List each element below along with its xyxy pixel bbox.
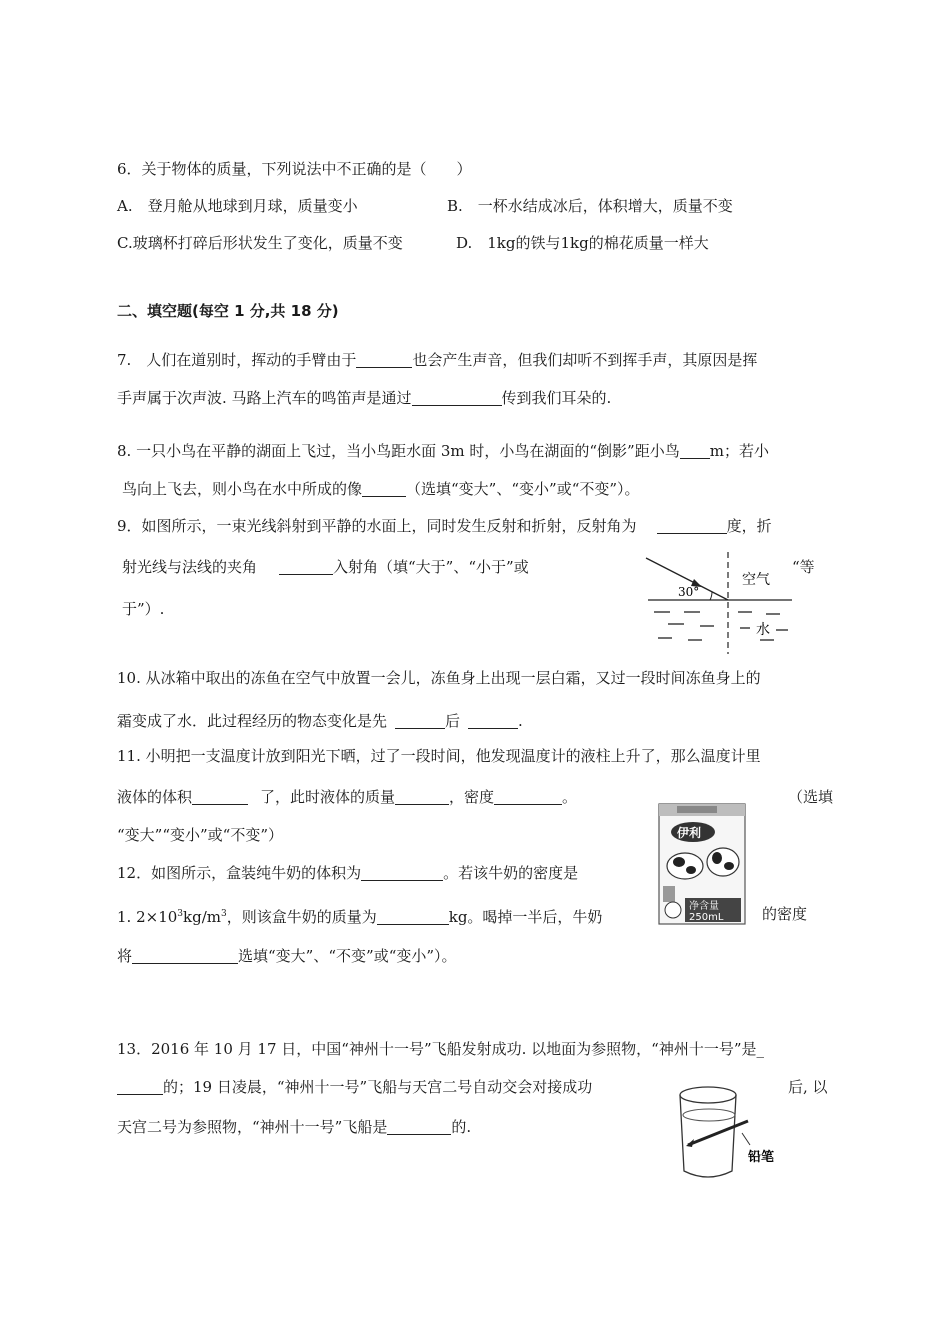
q13-blank-1[interactable] xyxy=(117,1078,163,1095)
q7-text: 7. 人们在道别时，挥动的手臂由于 xyxy=(117,351,357,369)
q11-text: 了，此时液体的质量 xyxy=(260,788,396,806)
brand-label: 伊利 xyxy=(677,826,702,840)
q7-text: 也会产生声音，但我们却听不到挥手声，其原因是挥 xyxy=(412,351,758,369)
q12-text: 将 xyxy=(117,947,133,965)
q9-line1 xyxy=(117,515,772,537)
q9-text: 度，折 xyxy=(726,517,772,535)
q12-text: ，则该盒牛奶的质量为 xyxy=(226,908,377,926)
q11-text: 液体的体积 xyxy=(117,788,193,806)
angle-label: 30° xyxy=(678,585,700,599)
q7-blank-1[interactable] xyxy=(356,351,412,368)
q10-line1: 10. 从冰箱中取出的冻鱼在空气中放置一会儿，冻鱼身上出现一层白霜，又过一段时间冻鱼身上的 xyxy=(117,669,761,687)
q11-line1: 11. 小明把一支温度计放到阳光下晒，过了一段时间，他发现温度计的液柱上升了，那么温度计里 xyxy=(117,747,761,765)
q6-option-b: B. 一杯水结成冰后，体积增大，质量不变 xyxy=(447,197,733,215)
q8-text: 鸟向上飞去，则小鸟在水中所成的像 xyxy=(122,480,363,498)
q11-line2-tail: （选填 xyxy=(788,788,834,806)
q13-line2 xyxy=(117,1076,592,1098)
q12-blank-2[interactable] xyxy=(377,908,449,925)
q7-text: 传到我们耳朵的. xyxy=(501,389,612,407)
q12-text: kg/m xyxy=(183,908,221,926)
q9-text: 入射角（填“大于”、“小于”或 xyxy=(333,558,529,576)
water-line xyxy=(683,1109,735,1121)
q12-text: 选填“变大”、“不变”或“变小”）。 xyxy=(238,947,457,965)
q12-blank-3[interactable] xyxy=(132,947,238,964)
q12-line1 xyxy=(117,862,578,884)
q13-blank-2[interactable] xyxy=(387,1118,451,1135)
q8-text: m；若小 xyxy=(709,442,769,460)
q12-line2-tail: 的密度 xyxy=(762,905,808,923)
air-label: 空气 xyxy=(742,572,770,588)
q12-text: kg。喝掉一半后，牛奶 xyxy=(448,908,603,926)
glass-rim xyxy=(680,1087,736,1103)
label-pointer xyxy=(742,1133,750,1145)
q12-exp: 3 xyxy=(177,909,184,919)
angle-arc xyxy=(710,592,712,600)
q12-line3 xyxy=(117,945,457,967)
q12-text: 1. 2×10 xyxy=(117,908,178,926)
q13-text: 天宫二号为参照物，“神州十一号”飞船是 xyxy=(117,1118,388,1136)
q8-blank-1[interactable] xyxy=(680,442,710,459)
q11-line3: “变大”“变小”或“不变”） xyxy=(117,826,284,844)
q8-line1 xyxy=(117,440,769,462)
q9-text: 9．如图所示，一束光线斜射到平静的水面上，同时发生反射和折射，反射角为 xyxy=(117,517,637,535)
q8-text: 8. 一只小鸟在平静的湖面上飞过，当小鸟距水面 3m 时，小鸟在湖面的“倒影”距小鸟 xyxy=(117,442,680,460)
q13-text: 的. xyxy=(451,1118,472,1136)
q7-blank-2[interactable] xyxy=(412,389,502,406)
q6-option-d: D. 1kg的铁与1kg的棉花质量一样大 xyxy=(456,234,709,252)
seal-icon xyxy=(665,902,681,918)
q9-line3: 于”）. xyxy=(122,600,165,618)
q10-blank-1[interactable] xyxy=(395,712,445,729)
q13-line2-tail: 后, 以 xyxy=(788,1078,828,1096)
q11-text: ，密度 xyxy=(449,788,495,806)
water-label: 水 xyxy=(756,622,770,638)
q6-option-c: C.玻璃杯打碎后形状发生了变化，质量不变 xyxy=(117,234,403,252)
q9-line2-tail: “等 xyxy=(792,558,815,576)
refraction-figure xyxy=(640,548,800,658)
q12-line2 xyxy=(117,903,602,928)
q7-line1 xyxy=(117,349,757,371)
q10-line2 xyxy=(117,710,523,732)
q9-text: 射光线与法线的夹角 xyxy=(122,558,258,576)
pencil xyxy=(688,1121,748,1145)
q8-blank-2[interactable] xyxy=(362,480,406,497)
q10-text: 后 xyxy=(445,712,461,730)
milk-carton-figure xyxy=(655,800,751,928)
q12-text: 12．如图所示，盒装纯牛奶的体积为 xyxy=(117,864,362,882)
pencil-glass-figure xyxy=(668,1075,788,1187)
q6-option-a: A. 登月舱从地球到月球，质量变小 xyxy=(117,197,358,215)
q6-stem: 6．关于物体的质量，下列说法中不正确的是（ ） xyxy=(117,160,472,178)
q9-blank-2[interactable] xyxy=(279,558,333,575)
q8-line2 xyxy=(122,478,640,500)
q8-text: （选填“变大”、“变小”或“不变”）。 xyxy=(406,480,640,498)
net-content-label: 净含量 xyxy=(689,901,719,912)
q11-blank-2[interactable] xyxy=(395,788,449,805)
q11-blank-1[interactable] xyxy=(192,788,248,805)
pencil-label: 铅笔 xyxy=(748,1150,775,1165)
q10-text: 霜变成了水．此过程经历的物态变化是先 xyxy=(117,712,388,730)
net-volume-label: 250mL xyxy=(689,912,724,923)
q13-line3 xyxy=(117,1116,471,1138)
q13-text: 的；19 日凌晨，“神州十一号”飞船与天宫二号自动交会对接成功 xyxy=(163,1078,593,1096)
q9-line2 xyxy=(122,556,529,578)
q12-exp: 3 xyxy=(220,909,227,919)
q11-text: 。 xyxy=(562,788,578,806)
green-panel xyxy=(663,886,675,902)
q10-blank-2[interactable] xyxy=(468,712,518,729)
pencil-tip-icon xyxy=(686,1139,694,1147)
q7-line2 xyxy=(117,387,611,409)
carton-top-label xyxy=(677,806,717,813)
q9-blank-1[interactable] xyxy=(657,517,727,534)
q13-line1: 13．2016 年 10 月 17 日，中国“神州十一号”飞船发射成功. 以地面为参照物，“神州十一号”是_ xyxy=(117,1040,764,1058)
q11-line2 xyxy=(117,786,577,808)
q7-text: 手声属于次声波. 马路上汽车的鸣笛声是通过 xyxy=(117,389,412,407)
section-title: 二、填空题(每空 1 分,共 18 分) xyxy=(117,302,339,320)
q12-blank-1[interactable] xyxy=(361,864,443,881)
q12-text: 。若该牛奶的密度是 xyxy=(443,864,579,882)
q11-blank-3[interactable] xyxy=(494,788,562,805)
q10-text: . xyxy=(518,712,523,730)
